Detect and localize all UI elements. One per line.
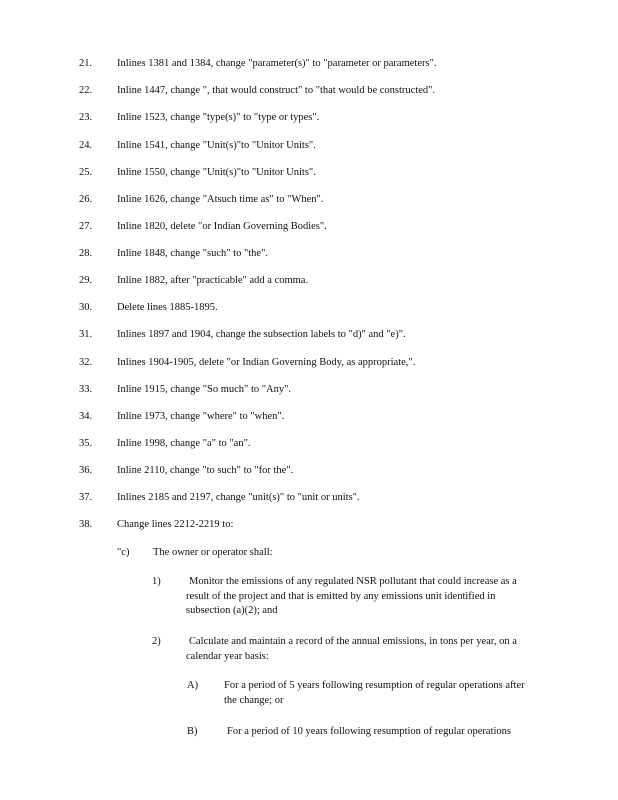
item-number: 28.	[79, 248, 93, 259]
list-item	[0, 165, 618, 181]
list-item	[0, 517, 618, 533]
item-text: Inlines 2185 and 2197, change "unit(s)" to "unit or units".	[117, 492, 360, 503]
item-number: 29.	[79, 275, 93, 286]
item-number: 33.	[79, 384, 93, 395]
item-text: Delete lines 1885-1895.	[117, 302, 218, 313]
list-item	[0, 409, 618, 425]
item-text: Inline 1820, delete "or Indian Governing Bodies".	[117, 221, 327, 232]
item-text: Change lines 2212-2219 to:	[117, 519, 234, 530]
subsection-label: A)	[187, 680, 199, 691]
list-item	[0, 56, 618, 72]
item-text: Inline 1973, change "where" to "when".	[117, 411, 285, 422]
item-number: 35.	[79, 438, 93, 449]
list-item	[0, 192, 618, 208]
item-number: 25.	[79, 167, 93, 178]
subsection-text: For a period of 10 years following resumption of regular operations	[227, 726, 512, 737]
item-number: 26.	[79, 194, 93, 205]
item-text: Inline 1882, after "practicable" add a comma.	[117, 275, 309, 286]
subsection-label: 1)	[152, 576, 161, 587]
item-number: 38.	[79, 519, 93, 530]
list-item	[0, 327, 618, 343]
list-item	[0, 463, 618, 479]
list-item	[0, 83, 618, 99]
list-item	[0, 490, 618, 506]
item-number: 21.	[79, 58, 93, 69]
list-item	[0, 300, 618, 316]
item-number: 30.	[79, 302, 93, 313]
item-text: Inline 2110, change "to such" to "for the".	[117, 465, 294, 476]
item-text: Inline 1550, change "Unit(s)"to "Unitor Units".	[117, 167, 316, 178]
item-number: 24.	[79, 140, 93, 151]
subsection-label: 2)	[152, 636, 161, 647]
list-item	[0, 273, 618, 289]
list-item	[0, 138, 618, 154]
item-number: 34.	[79, 411, 93, 422]
list-item	[0, 382, 618, 398]
item-number: 22.	[79, 85, 93, 96]
item-number: 36.	[79, 465, 93, 476]
item-number: 31.	[79, 329, 93, 340]
subsection-text: Monitor the emissions of any regulated NSR pollutant that could increase as a result of the project and that is emitted by any emissions unit identified in subsection (a)(2); and	[186, 576, 517, 616]
item-text: Inline 1915, change "So much" to "Any".	[117, 384, 292, 395]
subsection-label: "c)	[117, 547, 130, 558]
item-text: Inlines 1904-1905, delete "or Indian Governing Body, as appropriate,".	[117, 357, 416, 368]
item-text: Inline 1541, change "Unit(s)"to "Unitor Units".	[117, 140, 316, 151]
item-text: Inlines 1897 and 1904, change the subsection labels to "d)" and "e)".	[117, 329, 406, 340]
subsection-text: The owner or operator shall:	[153, 547, 273, 558]
subsection-text: Calculate and maintain a record of the annual emissions, in tons per year, on a calendar year basis:	[186, 636, 517, 662]
item-number: 23.	[79, 112, 93, 123]
list-item	[0, 436, 618, 452]
item-number: 27.	[79, 221, 93, 232]
item-text: Inline 1848, change "such" to "the".	[117, 248, 268, 259]
item-text: Inline 1447, change ", that would construct" to "that would be constructed".	[117, 85, 436, 96]
subsection-label: B)	[187, 726, 198, 737]
item-text: Inline 1523, change "type(s)" to "type or types".	[117, 112, 320, 123]
subsection-text: For a period of 5 years following resumption of regular operations after the change; or	[224, 680, 525, 706]
item-text: Inline 1626, change "Atsuch time as" to "When".	[117, 194, 324, 205]
list-item	[0, 246, 618, 262]
item-number: 32.	[79, 357, 93, 368]
list-item	[0, 110, 618, 126]
item-text: Inline 1998, change "a" to "an".	[117, 438, 251, 449]
item-number: 37.	[79, 492, 93, 503]
item-text: Inlines 1381 and 1384, change "parameter(s)" to "parameter or parameters".	[117, 58, 437, 69]
list-item	[0, 355, 618, 371]
list-item	[0, 219, 618, 235]
